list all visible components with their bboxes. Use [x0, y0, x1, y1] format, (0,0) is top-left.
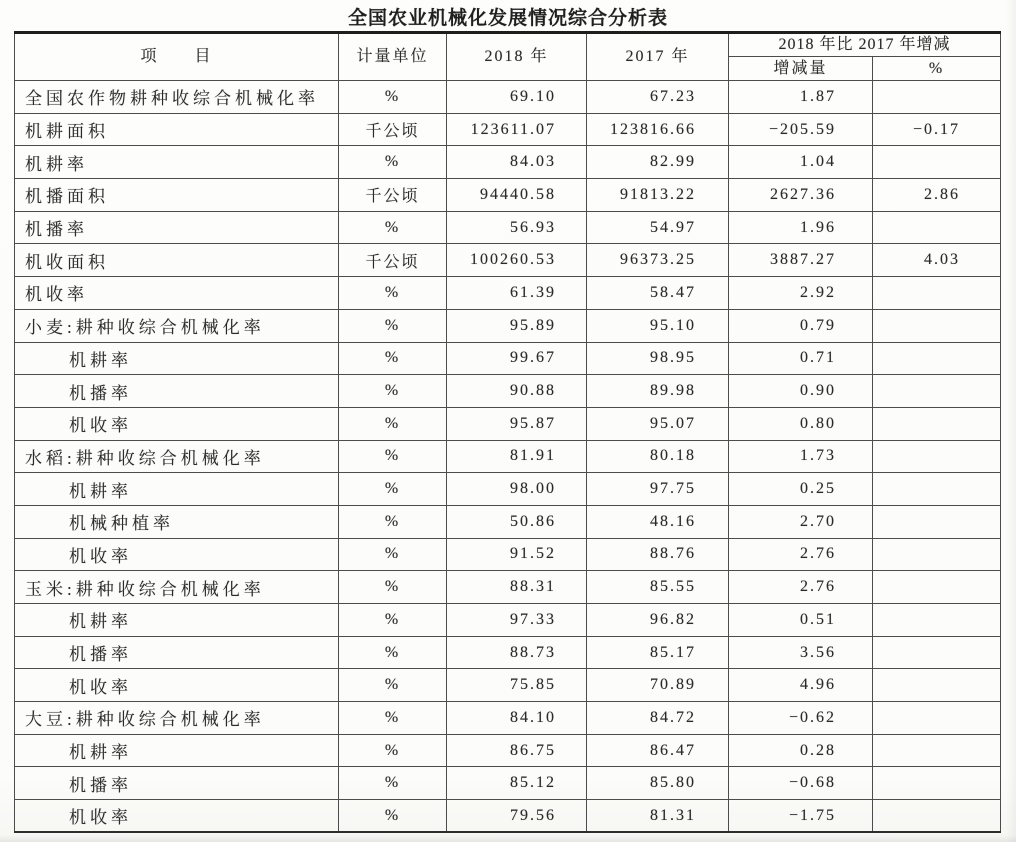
cell-unit: %: [339, 473, 447, 506]
cell-2017: 54.97: [587, 211, 729, 244]
cell-change: −205.59: [729, 113, 873, 146]
cell-pct: [873, 636, 1001, 669]
cell-pct: [873, 211, 1001, 244]
cell-2017: 85.17: [587, 636, 729, 669]
cell-item: 机耕率: [15, 342, 339, 375]
col-header-2018: 2018 年: [447, 33, 587, 81]
col-header-2017: 2017 年: [587, 33, 729, 81]
cell-2018: 69.10: [447, 81, 587, 114]
col-header-change-percent: %: [873, 57, 1001, 81]
cell-pct: [873, 505, 1001, 538]
cell-unit: %: [339, 800, 447, 833]
cell-change: −0.68: [729, 767, 873, 800]
table-row: [15, 179, 1001, 212]
cell-change: 0.90: [729, 375, 873, 408]
cell-2017: 96373.25: [587, 244, 729, 277]
cell-item: 机耕率: [15, 604, 339, 637]
cell-unit: %: [339, 342, 447, 375]
cell-2017: 70.89: [587, 669, 729, 702]
cell-2018: 75.85: [447, 669, 587, 702]
cell-change: 0.28: [729, 734, 873, 767]
cell-2018: 56.93: [447, 211, 587, 244]
cell-item: 机收率: [15, 538, 339, 571]
cell-2017: 88.76: [587, 538, 729, 571]
cell-2017: 48.16: [587, 505, 729, 538]
cell-item: 机收率: [15, 669, 339, 702]
cell-2017: 123816.66: [587, 113, 729, 146]
cell-pct: [873, 669, 1001, 702]
cell-2018: 88.73: [447, 636, 587, 669]
table-row: [15, 505, 1001, 538]
cell-unit: %: [339, 277, 447, 310]
page-title: 全国农业机械化发展情况综合分析表: [347, 8, 668, 29]
scan-edge-shadow: [0, 835, 1016, 842]
cell-unit: %: [339, 636, 447, 669]
cell-2017: 85.55: [587, 571, 729, 604]
cell-2018: 81.91: [447, 440, 587, 473]
cell-2018: 91.52: [447, 538, 587, 571]
cell-pct: [873, 146, 1001, 179]
cell-2018: 90.88: [447, 375, 587, 408]
cell-unit: %: [339, 146, 447, 179]
cell-item: 机收率: [15, 277, 339, 310]
cell-2018: 123611.07: [447, 113, 587, 146]
cell-2018: 95.87: [447, 407, 587, 440]
cell-2017: 81.31: [587, 800, 729, 833]
table-row: [15, 440, 1001, 473]
cell-unit: %: [339, 669, 447, 702]
cell-change: 0.79: [729, 309, 873, 342]
cell-item: 机收面积: [15, 244, 339, 277]
cell-change: 2627.36: [729, 179, 873, 212]
cell-unit: %: [339, 571, 447, 604]
table-row: [15, 407, 1001, 440]
table-row: [15, 81, 1001, 114]
col-header-change-group: 2018 年比 2017 年增减: [729, 33, 1001, 57]
cell-change: 0.80: [729, 407, 873, 440]
cell-item: 机播率: [15, 375, 339, 408]
cell-2017: 97.75: [587, 473, 729, 506]
cell-2017: 98.95: [587, 342, 729, 375]
cell-2018: 97.33: [447, 604, 587, 637]
cell-change: 2.92: [729, 277, 873, 310]
table-row: [15, 604, 1001, 637]
cell-pct: [873, 800, 1001, 833]
table-row: [15, 473, 1001, 506]
header-row-group: [15, 33, 1001, 57]
cell-change: 0.51: [729, 604, 873, 637]
cell-unit: %: [339, 604, 447, 637]
cell-item: 小麦:耕种收综合机械化率: [15, 309, 339, 342]
cell-item: 机械种植率: [15, 505, 339, 538]
table-row: [15, 309, 1001, 342]
table-row: [15, 244, 1001, 277]
table-row: [15, 571, 1001, 604]
table-row: [15, 277, 1001, 310]
cell-change: 1.87: [729, 81, 873, 114]
cell-item: 玉米:耕种收综合机械化率: [15, 571, 339, 604]
col-header-change-amount: 增减量: [729, 57, 873, 81]
cell-pct: [873, 767, 1001, 800]
col-header-unit: 计量单位: [339, 33, 447, 81]
cell-pct: [873, 277, 1001, 310]
cell-change: −0.62: [729, 702, 873, 735]
cell-item: 机播率: [15, 636, 339, 669]
cell-pct: 2.86: [873, 179, 1001, 212]
cell-change: 2.76: [729, 571, 873, 604]
cell-pct: [873, 734, 1001, 767]
cell-unit: %: [339, 309, 447, 342]
table-row: [15, 636, 1001, 669]
cell-2018: 85.12: [447, 767, 587, 800]
cell-unit: %: [339, 375, 447, 408]
cell-unit: %: [339, 702, 447, 735]
cell-item: 机播面积: [15, 179, 339, 212]
cell-2018: 98.00: [447, 473, 587, 506]
cell-2017: 85.80: [587, 767, 729, 800]
table-row: [15, 702, 1001, 735]
cell-change: 0.25: [729, 473, 873, 506]
cell-2018: 86.75: [447, 734, 587, 767]
cell-change: 2.70: [729, 505, 873, 538]
cell-item: 机耕率: [15, 473, 339, 506]
cell-pct: [873, 375, 1001, 408]
cell-item: 机播率: [15, 211, 339, 244]
table-row: [15, 375, 1001, 408]
cell-pct: [873, 407, 1001, 440]
cell-item: 机收率: [15, 407, 339, 440]
cell-unit: %: [339, 734, 447, 767]
table-row: [15, 113, 1001, 146]
cell-unit: %: [339, 211, 447, 244]
cell-change: 1.96: [729, 211, 873, 244]
cell-change: 1.73: [729, 440, 873, 473]
table-row: [15, 800, 1001, 833]
table-row: [15, 734, 1001, 767]
cell-item: 大豆:耕种收综合机械化率: [15, 702, 339, 735]
cell-pct: [873, 309, 1001, 342]
cell-pct: [873, 81, 1001, 114]
cell-pct: 4.03: [873, 244, 1001, 277]
table-row: [15, 669, 1001, 702]
cell-2017: 67.23: [587, 81, 729, 114]
cell-2018: 95.89: [447, 309, 587, 342]
cell-change: 0.71: [729, 342, 873, 375]
cell-2017: 80.18: [587, 440, 729, 473]
cell-item: 全国农作物耕种收综合机械化率: [15, 81, 339, 114]
cell-pct: [873, 571, 1001, 604]
cell-change: 1.04: [729, 146, 873, 179]
cell-unit: 千公顷: [339, 113, 447, 146]
cell-2017: 82.99: [587, 146, 729, 179]
cell-unit: %: [339, 767, 447, 800]
cell-item: 机播率: [15, 767, 339, 800]
cell-unit: 千公顷: [339, 179, 447, 212]
cell-item: 水稻:耕种收综合机械化率: [15, 440, 339, 473]
cell-unit: %: [339, 407, 447, 440]
col-header-item: 项 目: [15, 33, 339, 81]
cell-2017: 95.07: [587, 407, 729, 440]
mechanization-analysis-table: [14, 31, 1001, 833]
cell-pct: [873, 342, 1001, 375]
cell-2017: 58.47: [587, 277, 729, 310]
table-row: [15, 146, 1001, 179]
table-row: [15, 342, 1001, 375]
cell-pct: [873, 440, 1001, 473]
table-header: [15, 33, 1001, 81]
cell-pct: [873, 538, 1001, 571]
cell-2017: 96.82: [587, 604, 729, 637]
cell-change: 2.76: [729, 538, 873, 571]
cell-2018: 79.56: [447, 800, 587, 833]
table-row: [15, 538, 1001, 571]
cell-pct: [873, 702, 1001, 735]
cell-unit: %: [339, 538, 447, 571]
cell-item: 机耕面积: [15, 113, 339, 146]
table-body: [15, 81, 1001, 833]
cell-2018: 100260.53: [447, 244, 587, 277]
cell-unit: %: [339, 505, 447, 538]
cell-2017: 95.10: [587, 309, 729, 342]
cell-unit: %: [339, 81, 447, 114]
cell-2017: 86.47: [587, 734, 729, 767]
cell-pct: [873, 604, 1001, 637]
cell-2018: 94440.58: [447, 179, 587, 212]
cell-item: 机收率: [15, 800, 339, 833]
table-row: [15, 211, 1001, 244]
cell-2017: 89.98: [587, 375, 729, 408]
cell-pct: −0.17: [873, 113, 1001, 146]
cell-unit: %: [339, 440, 447, 473]
cell-change: 4.96: [729, 669, 873, 702]
cell-2018: 99.67: [447, 342, 587, 375]
cell-unit: 千公顷: [339, 244, 447, 277]
cell-change: −1.75: [729, 800, 873, 833]
cell-2018: 61.39: [447, 277, 587, 310]
cell-2018: 84.10: [447, 702, 587, 735]
cell-item: 机耕率: [15, 146, 339, 179]
cell-2018: 50.86: [447, 505, 587, 538]
cell-2017: 91813.22: [587, 179, 729, 212]
cell-2018: 88.31: [447, 571, 587, 604]
cell-2017: 84.72: [587, 702, 729, 735]
cell-2018: 84.03: [447, 146, 587, 179]
cell-pct: [873, 473, 1001, 506]
cell-change: 3.56: [729, 636, 873, 669]
cell-change: 3887.27: [729, 244, 873, 277]
cell-item: 机耕率: [15, 734, 339, 767]
table-row: [15, 767, 1001, 800]
